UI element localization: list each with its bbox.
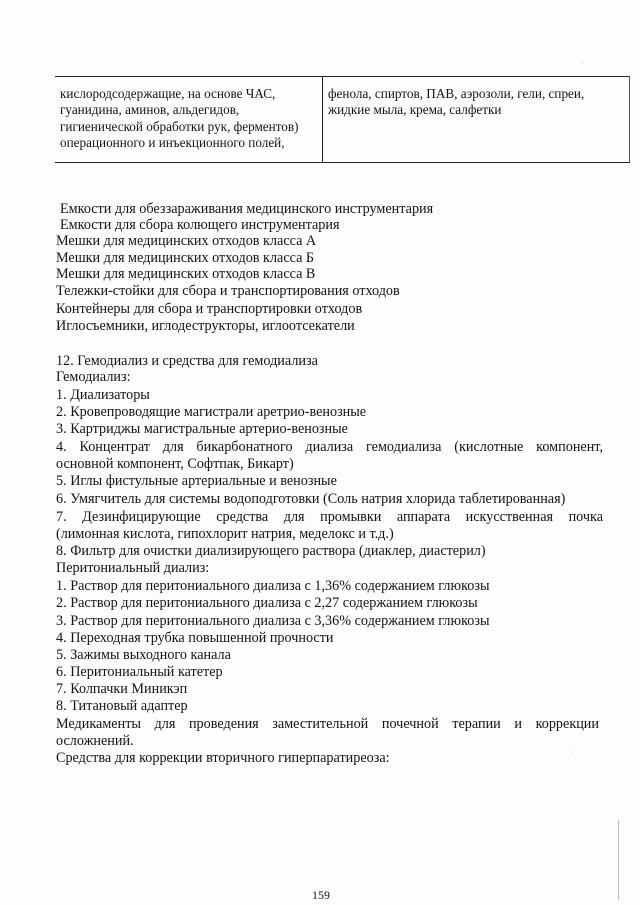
list-item: 1. Диализаторы: [56, 387, 150, 403]
table-cell-left: кислородсодержащие, на основе ЧАС, гуанидина, аминов, альдегидов, гигиенической обработки рук, ферментов) операционного и инъекционного полей,: [55, 77, 323, 163]
list-item: 8. Титановый адаптер: [56, 698, 188, 714]
list-item: 6. Умягчитель для системы водоподготовки (Соль натрия хлорида таблетированная): [56, 491, 566, 507]
list-item: 7. Дезинфицирующие средства для промывки аппарата искусственная почка: [56, 509, 603, 525]
list-item-continuation: основной компонент, Софтпак, Бикарт): [56, 456, 294, 472]
equipment-item: Контейнеры для сбора и транспортировки отходов: [56, 301, 363, 317]
scan-speck: ·: [571, 748, 574, 757]
list-item: 2. Кровепроводящие магистрали аретрио-венозные: [56, 404, 367, 420]
list-item: 8. Фильтр для очистки диализирующего раствора (диаклер, диастерил): [56, 543, 486, 559]
list-item: 7. Колпачки Миникэп: [56, 681, 188, 697]
equipment-item: Мешки для медицинских отходов класса В: [56, 266, 316, 282]
medications-paragraph-end: осложнений.: [56, 733, 134, 749]
list-item: 3. Раствор для перитониального диализа с 3,36% содержанием глюкозы: [56, 613, 490, 629]
equipment-item: Мешки для медицинских отходов класса Б: [56, 250, 315, 266]
list-item: 1. Раствор для перитониального диализа с 1,36% содержанием глюкозы: [56, 578, 490, 594]
equipment-item: Тележки-стойки для сбора и транспортирования отходов: [56, 283, 400, 299]
hemodialysis-title: Гемодиализ:: [56, 369, 131, 385]
table-cell-right: фенола, спиртов, ПАВ, аэрозоли, гели, спреи, жидкие мыла, крема, салфетки: [323, 77, 630, 163]
list-item: 6. Перитониальный катетер: [56, 664, 223, 680]
equipment-item: Емкости для обеззараживания медицинского инструментария: [60, 201, 434, 217]
list-item: 2. Раствор для перитониального диализа с 2,27 содержанием глюкозы: [56, 595, 478, 611]
list-item: 5. Зажимы выходного канала: [56, 647, 231, 663]
peritoneal-title: Перитониальный диализ:: [56, 560, 210, 576]
list-item: 4. Концентрат для бикарбонатного диализа гемодиализа (кислотные компонент,: [56, 439, 603, 455]
scan-edge-line: [618, 820, 619, 900]
medications-paragraph: Медикаменты для проведения заместительной почечной терапии и коррекции: [56, 716, 599, 732]
list-item: 4. Переходная трубка повышенной прочности: [56, 630, 334, 646]
continuation-table: [55, 76, 630, 163]
secondary-hyperparathyroidism-line: Средства для коррекции вторичного гиперпаратиреоза:: [56, 750, 390, 766]
scan-speck: ·: [581, 58, 584, 67]
equipment-item: Мешки для медицинских отходов класса А: [56, 233, 317, 249]
equipment-item: Иглосъемники, иглодеструкторы, иглоотсекатели: [56, 318, 355, 334]
section-heading: 12. Гемодиализ и средства для гемодиализа: [56, 353, 318, 369]
equipment-item: Емкости для сбора колющего инструментария: [60, 217, 340, 233]
list-item: 5. Иглы фистульные артериальные и венозные: [56, 473, 337, 489]
table-row: [55, 77, 630, 163]
list-item-continuation: (лимонная кислота, гипохлорит натрия, меделокс и т.д.): [56, 526, 394, 542]
list-item: 3. Картриджы магистральные артерио-венозные: [56, 421, 348, 437]
page-number: 159: [312, 888, 330, 902]
